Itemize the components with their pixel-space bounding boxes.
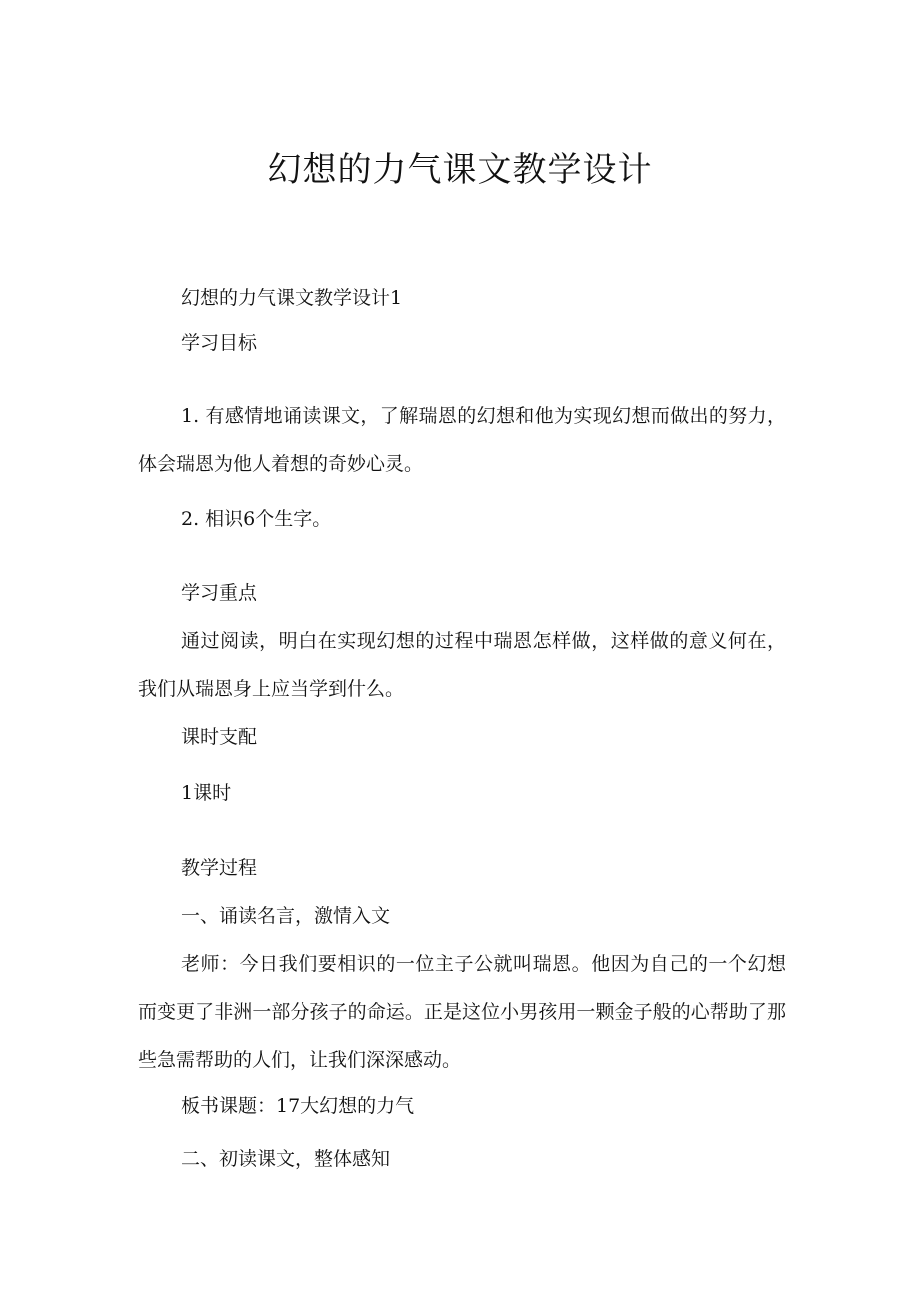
section-heading: 幻想的力气课文教学设计1: [181, 287, 403, 309]
paragraph: 1课时: [181, 782, 232, 804]
paragraph: 1. 有感情地诵读课文，了解瑞恩的幻想和他为实现幻想而做出的努力，体会瑞恩为他人着想的奇妙心灵。: [138, 405, 786, 475]
paragraph: 板书课题：17大幻想的力气: [181, 1095, 415, 1117]
paragraph: 通过阅读，明白在实现幻想的过程中瑞恩怎样做，这样做的意义何在，我们从瑞恩身上应当学到什么。: [138, 630, 786, 700]
section-heading: 学习重点: [181, 582, 258, 604]
paragraph: 老师：今日我们要相识的一位主子公就叫瑞恩。他因为自己的一个幻想而变更了非洲一部分孩子的命运。正是这位小男孩用一颗金子般的心帮助了那些急需帮助的人们，让我们深深感动。: [138, 953, 786, 1071]
section-heading: 学习目标: [181, 332, 258, 354]
section-heading: 一、诵读名言，激情入文: [181, 905, 391, 927]
document-title: 幻想的力气课文教学设计: [267, 150, 653, 190]
section-heading: 教学过程: [181, 857, 258, 879]
paragraph: 2. 相识6个生字。: [181, 508, 332, 530]
section-heading: 二、初读课文，整体感知: [181, 1148, 391, 1170]
section-heading: 课时支配: [181, 726, 258, 748]
